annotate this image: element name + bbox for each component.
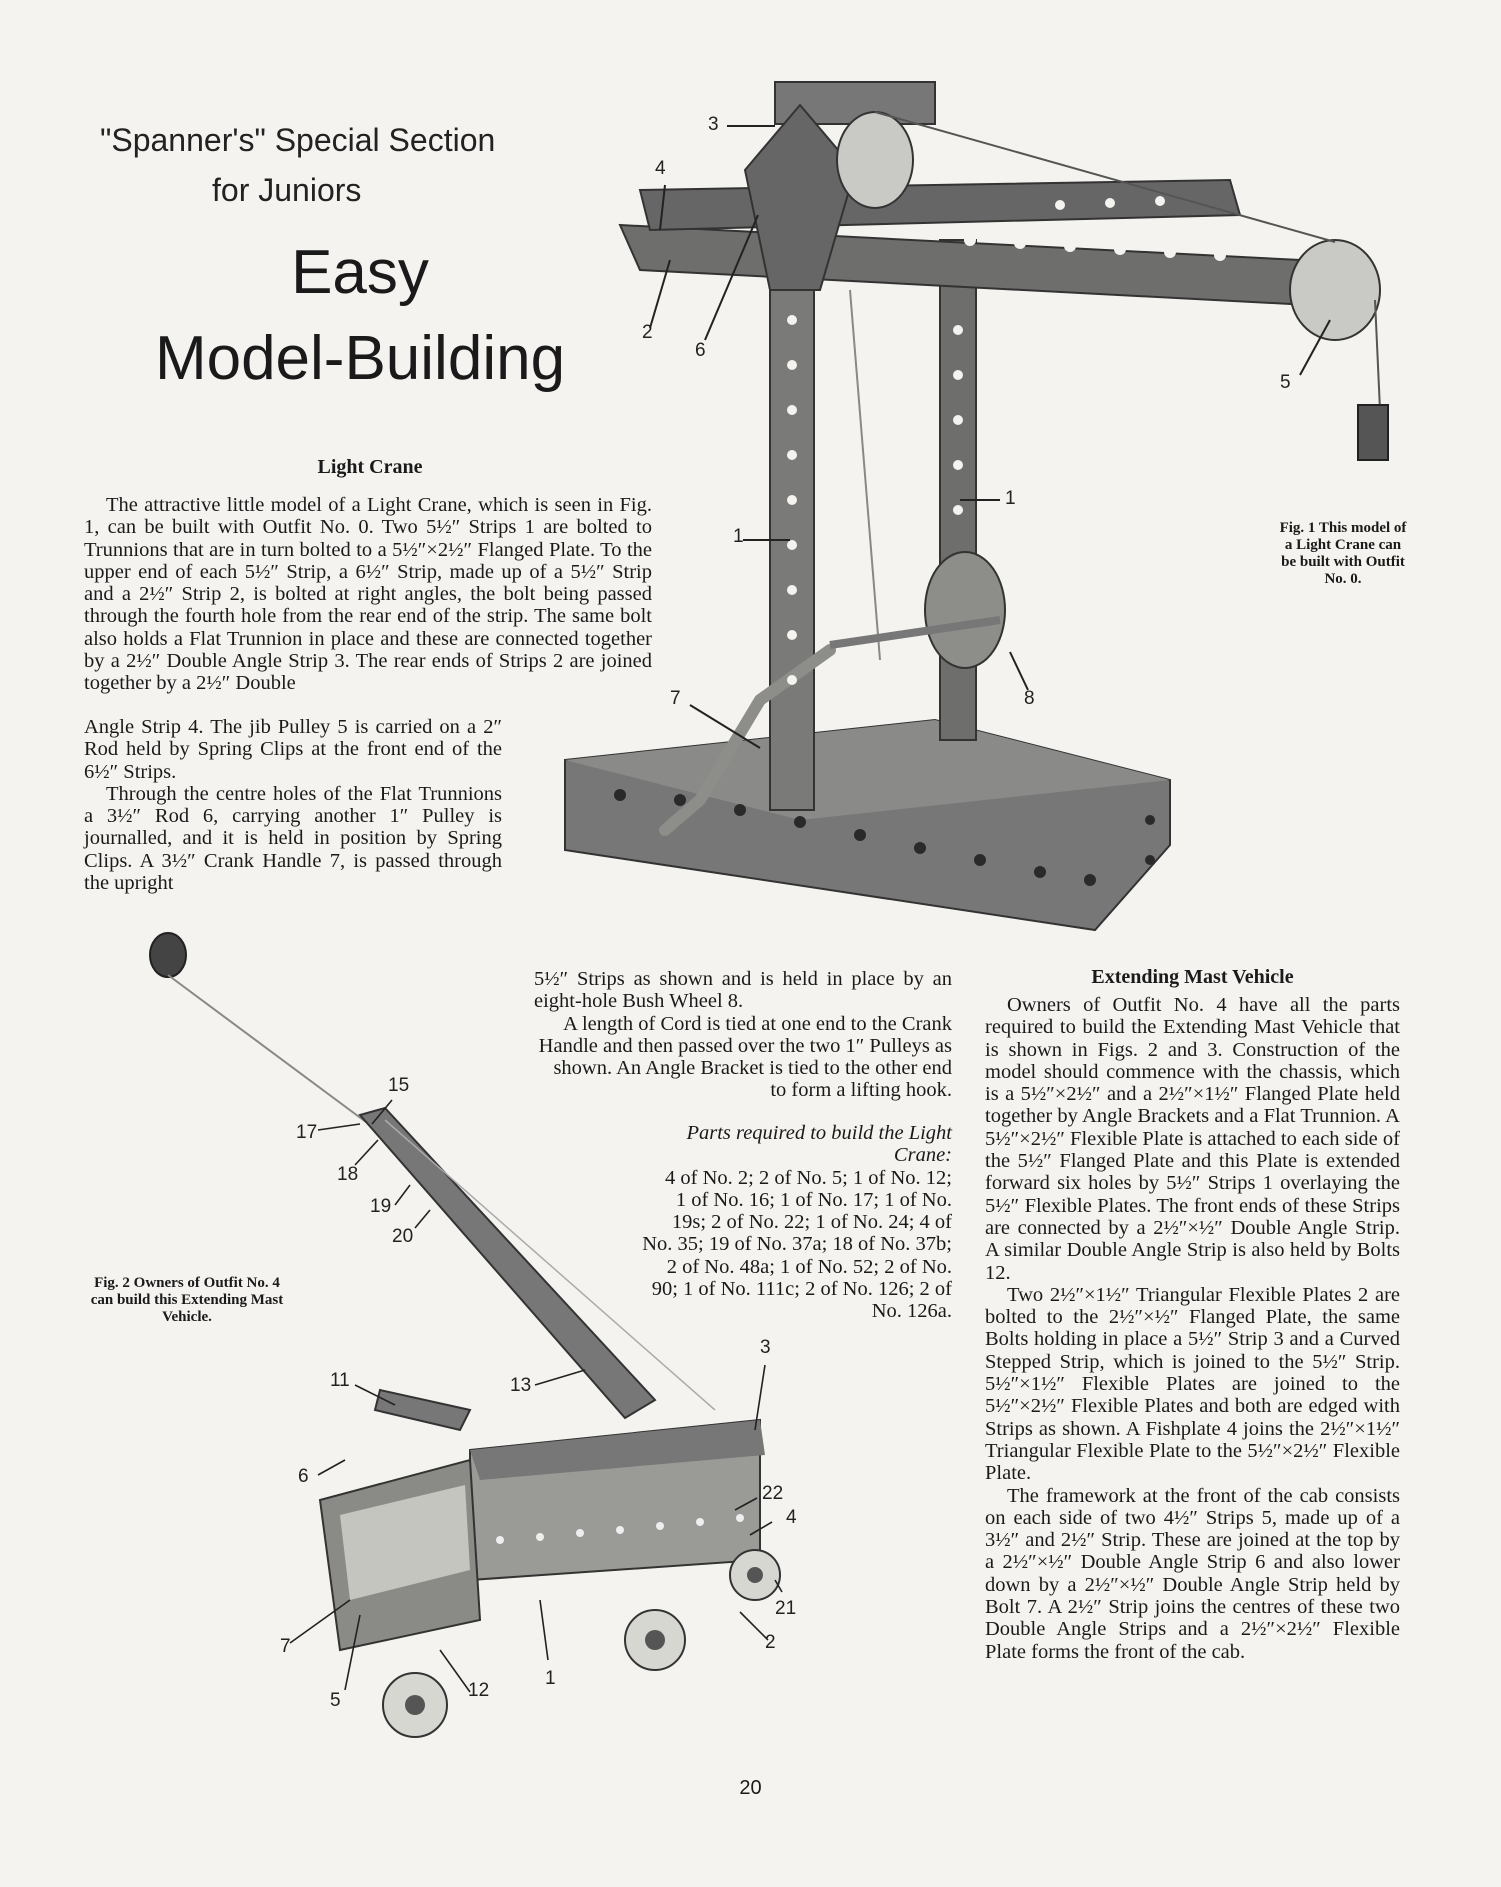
fig2-label-11: 11 [330, 1370, 350, 1391]
fig1-label-2: 2 [642, 322, 653, 343]
title-line-1: Easy [291, 238, 429, 307]
light-crane-continuation: 5½″ Strips as shown and is held in place by an eight-hole Bush Wheel 8. A length of Cord is tied at one end to the Crank Handle and then passed over the two 1″ Pulleys as shown. An Angle Bracket is tied to the other end to form a lifting hook. [534, 968, 952, 1102]
fig2-label-7: 7 [280, 1636, 291, 1657]
fig2-label-18: 18 [337, 1164, 359, 1185]
fig2-label-6: 6 [298, 1466, 309, 1487]
light-crane-heading: Light Crane [317, 456, 423, 478]
fig2-label-15: 15 [388, 1075, 410, 1096]
kicker-line-2: for Juniors [212, 172, 362, 208]
light-crane-paragraph-1-continued: Angle Strip 4. The jib Pulley 5 is carried on a 2″ Rod held by Spring Clips at the front end of the 6½″ Strips. Through the centre holes of the Flat Trunnions a 3½″ Rod 6, carrying another 1″ Pulley is journalled, and it is held in position by Spring Clips. A 3½″ Crank Handle 7, is passed through the upright [84, 716, 502, 895]
kicker-line-1: "Spanner's" Special Section [100, 122, 496, 158]
mast-paragraph-3: The framework at the front of the cab consists on each side of two 4½″ Strips 5, made up of a 3½″ and 2½″ Strip. These are joined at the top by a 2½″×½″ Double Angle Strip 6 and also lower down by a 2½″×½″ Double Angle Strip held by Bolt 7. A 2½″ Strip joins the centres of these two Double Angle Strips and a 2½″×2½″ Flexible Plate forms the front of the cab. [985, 1484, 1400, 1663]
mast-paragraph-1: Owners of Outfit No. 4 have all the parts required to build the Extending Mast Vehicle that is shown in Figs. 2 and 3. Construction of the model should commence with the chassis, which is a 5½″×2½″ and a 2½″×1½″ Flanged Plate held together by Angle Brackets and a Flat Trunnion. A 5½″×2½″ Flexible Plate is attached to each side of the 5½″ Flanged Plate and this Plate is extended forward six holes by 5½″ Strips 1 overlaying the 5½″ Flexible Plates. The front ends of these Strips are connected by a 2½″×½″ Double Angle Strip. A similar Double Angle Strip is also held by Bolts 12. [985, 994, 1400, 1284]
fig2-label-21: 21 [775, 1598, 797, 1619]
fig2-caption: Fig. 2 Owners of Outfit No. 4 can build this Extending Mast Vehicle. [90, 1275, 284, 1325]
fig2-label-12: 12 [468, 1680, 490, 1701]
fig1-label-1-left: 1 [733, 526, 744, 547]
mast-paragraph-2: Two 2½″×1½″ Triangular Flexible Plates 2 are bolted to the 2½″×½″ Flanged Plate, the same Bolts holding in place a 5½″ Strip 3 and a Curved Stepped Strip, which is joined to the 5½″ Strip. 5½″×1½″ Flexible Plates are joined to the 5½″×2½″ Flexible Plates and both are edged with Strips as shown. A Fishplate 4 joins the 2½″×1½″ Triangular Flexible Plate to the 5½″×2½″ Flexible Plate. [985, 1283, 1400, 1485]
fig2-label-22: 22 [762, 1483, 784, 1504]
fig1-label-4: 4 [655, 158, 666, 179]
title-line-2: Model-Building [154, 324, 566, 393]
mast-vehicle-heading: Extending Mast Vehicle [1091, 966, 1294, 988]
fig2-label-3: 3 [760, 1337, 771, 1358]
fig2-label-2: 2 [765, 1632, 776, 1653]
fig1-label-6: 6 [695, 340, 706, 361]
parts-list-label: Parts required to build the Light Crane: [686, 1122, 952, 1167]
fig2-label-19: 19 [370, 1196, 392, 1217]
fig1-label-1-right: 1 [1005, 488, 1016, 509]
fig2-label-20: 20 [392, 1226, 414, 1247]
page-number: 20 [739, 1777, 762, 1799]
fig2-label-1: 1 [545, 1668, 556, 1689]
fig1-caption: Fig. 1 This model of a Light Crane can be built with Outfit No. 0. [1279, 520, 1407, 587]
light-crane-paragraph-1: The attractive little model of a Light Crane, which is seen in Fig. 1, can be built with Outfit No. 0. Two 5½″ Strips 1 are bolted to Trunnions that are in turn bolted to a 5½″×2½″ Flanged Plate. To the upper end of each 5½″ Strip, a 6½″ Strip, made up of a 5½″ Strip and a 2½″ Strip 2, is bolted at right angles, the bolt being passed through the fourth hole from the rear end of the strip. The same bolt also holds a Flat Trunnion in place and these are connected together by a 2½″ Double Angle Strip 3. The rear ends of Strips 2 are joined together by a 2½″ Double [84, 494, 652, 695]
fig1-label-7: 7 [670, 688, 681, 709]
fig1-label-3: 3 [708, 114, 719, 135]
fig2-label-13: 13 [510, 1375, 532, 1396]
mast-vehicle-text [985, 994, 1400, 1663]
fig1-label-8: 8 [1024, 688, 1035, 709]
fig2-label-5: 5 [330, 1690, 341, 1711]
fig1-label-5: 5 [1280, 372, 1291, 393]
fig2-label-4: 4 [786, 1507, 797, 1528]
parts-list-items: 4 of No. 2; 2 of No. 5; 1 of No. 12; 1 of No. 16; 1 of No. 17; 1 of No. 19s; 2 of No. 22; 1 of No. 24; 4 of No. 35; 19 of No. 37a; 18 of No. 37b; 2 of No. 48a; 1 of No. 52; 2 of No. 90; 1 of No. 111c; 2 of No. 126; 2 of No. 126a. [642, 1166, 952, 1323]
fig2-label-17: 17 [296, 1122, 318, 1143]
